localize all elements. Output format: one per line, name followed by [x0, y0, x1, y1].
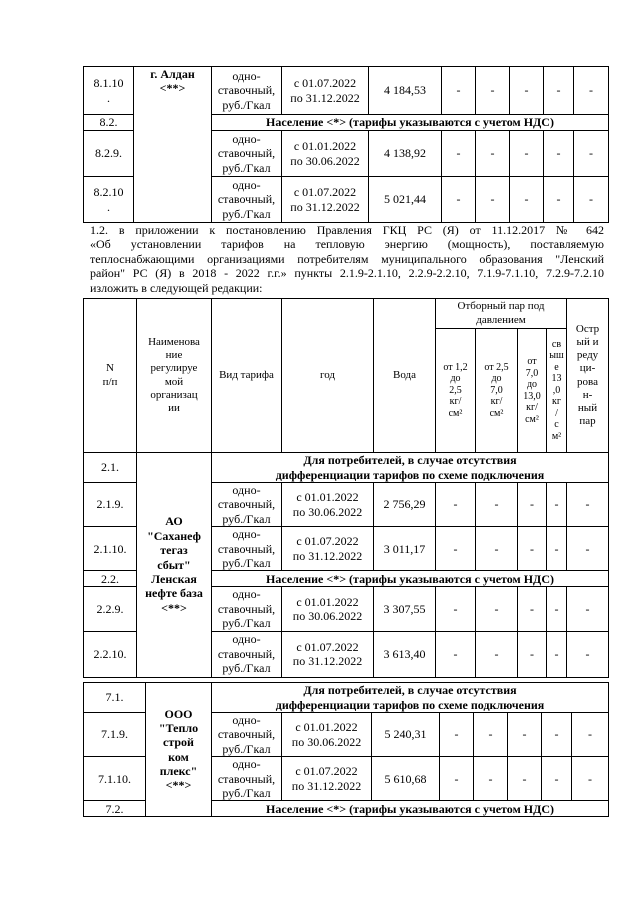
steam-value: -: [476, 631, 518, 677]
tariff-period: с 01.07.2022 по 31.12.2022: [282, 67, 369, 115]
row-code: 2.2.: [84, 571, 137, 587]
sharp-steam-value: -: [567, 587, 609, 631]
steam-value: -: [436, 587, 476, 631]
water-value: 5 021,44: [369, 177, 442, 223]
header-pressure-3: от 7,0 до 13,0 кг/ см²: [518, 329, 547, 453]
sharp-steam-value: -: [567, 483, 609, 527]
water-value: 5 240,31: [372, 713, 440, 757]
tariff-type: одно- ставочный, руб./Гкал: [212, 713, 282, 757]
tariff-type: одно- ставочный, руб./Гкал: [212, 631, 282, 677]
organization-name: АО "Саханеф тегаз сбыт" Ленская нефте база <**>: [137, 453, 212, 678]
steam-value: -: [474, 713, 508, 757]
tariff-table-aldan: [83, 66, 609, 223]
row-code: 7.2.: [84, 801, 146, 817]
header-pressure-4: св ыш е 13 ,0 кг / с м²: [547, 329, 567, 453]
paragraph-line: «Об установлении тарифов на тепловую энергию (мощность), поставляемую: [90, 237, 604, 252]
steam-value: -: [442, 131, 476, 177]
sharp-steam-value: -: [574, 67, 609, 115]
row-code: 2.1.9.: [84, 483, 137, 527]
tariff-type: одно- ставочный, руб./Гкал: [212, 587, 282, 631]
row-code: 8.2.10 .: [84, 177, 134, 223]
steam-value: -: [544, 131, 574, 177]
row-code: 8.2.9.: [84, 131, 134, 177]
sharp-steam-value: -: [567, 527, 609, 571]
tariff-type: одно- ставочный, руб./Гкал: [212, 177, 282, 223]
steam-value: -: [547, 527, 567, 571]
sharp-steam-value: -: [572, 713, 609, 757]
paragraph-line: изложить в следующей редакции:: [90, 280, 263, 295]
steam-value: -: [476, 483, 518, 527]
steam-value: -: [476, 587, 518, 631]
steam-value: -: [436, 483, 476, 527]
tariff-period: с 01.01.2022 по 30.06.2022: [282, 131, 369, 177]
steam-value: -: [436, 631, 476, 677]
tariff-table-sakhaneftegaz: [83, 298, 609, 678]
header-org: Наименова ние регулируе мой организац ии: [137, 299, 212, 453]
tariff-period: с 01.07.2022 по 31.12.2022: [282, 177, 369, 223]
section-row: [84, 453, 609, 483]
steam-value: -: [442, 177, 476, 223]
steam-value: -: [542, 757, 572, 801]
tariff-period: с 01.07.2022 по 31.12.2022: [282, 631, 374, 677]
tariff-period: с 01.01.2022 по 30.06.2022: [282, 587, 374, 631]
tariff-table-teplostroykompleks: [83, 682, 609, 817]
sharp-steam-value: -: [574, 177, 609, 223]
section-title: Для потребителей, в случае отсутствия дифференциации тарифов по схеме подключения: [212, 453, 609, 483]
tariff-type: одно- ставочный, руб./Гкал: [212, 483, 282, 527]
table-row: [84, 67, 609, 115]
steam-value: -: [510, 131, 544, 177]
steam-value: -: [440, 757, 474, 801]
row-code: 8.1.10 .: [84, 67, 134, 115]
water-value: 3 011,17: [374, 527, 436, 571]
steam-value: -: [474, 757, 508, 801]
row-code: 7.1.10.: [84, 757, 146, 801]
water-value: 2 756,29: [374, 483, 436, 527]
section-title: Население <*> (тарифы указываются с учетом НДС): [212, 571, 609, 587]
steam-value: -: [544, 177, 574, 223]
header-year: год: [282, 299, 374, 453]
row-code: 2.1.10.: [84, 527, 137, 571]
tariff-period: с 01.07.2022 по 31.12.2022: [282, 527, 374, 571]
steam-value: -: [508, 757, 542, 801]
row-code: 2.1.: [84, 453, 137, 483]
section-title: Население <*> (тарифы указываются с учетом НДС): [212, 801, 609, 817]
header-steam: Отборный пар под давлением: [436, 299, 567, 329]
steam-value: -: [476, 177, 510, 223]
paragraph-line: район" РС (Я) в 2018 - 2022 г.г.» пункты 2.1.9-2.1.10, 2.2.9-2.2.10, 7.1.9-7.1.10, 7.2.9-7.2.10: [90, 266, 604, 281]
tariff-period: с 01.07.2022 по 31.12.2022: [282, 757, 372, 801]
sharp-steam-value: -: [567, 631, 609, 677]
row-code: 7.1.: [84, 683, 146, 713]
steam-value: -: [518, 631, 547, 677]
steam-value: -: [544, 67, 574, 115]
water-value: 5 610,68: [372, 757, 440, 801]
section-row: [84, 683, 609, 713]
steam-value: -: [547, 587, 567, 631]
steam-value: -: [436, 527, 476, 571]
steam-value: -: [510, 67, 544, 115]
steam-value: -: [440, 713, 474, 757]
tariff-period: с 01.01.2022 по 30.06.2022: [282, 713, 372, 757]
tariff-type: одно- ставочный, руб./Гкал: [212, 757, 282, 801]
paragraph-line: 1.2. в приложении к постановлению Правления ГКЦ РС (Я) от 11.12.2017 № 642: [90, 223, 604, 237]
water-value: 3 307,55: [374, 587, 436, 631]
steam-value: -: [547, 483, 567, 527]
header-row: [84, 299, 609, 329]
steam-value: -: [510, 177, 544, 223]
header-pressure-1: от 1,2 до 2,5 кг/ см²: [436, 329, 476, 453]
header-type: Вид тарифа: [212, 299, 282, 453]
steam-value: -: [518, 483, 547, 527]
steam-value: -: [518, 527, 547, 571]
steam-value: -: [542, 713, 572, 757]
water-value: 4 184,53: [369, 67, 442, 115]
header-num: N п/п: [84, 299, 137, 453]
organization-name: г. Алдан <**>: [134, 67, 212, 223]
organization-name: ООО "Тепло строй ком плекс" <**>: [146, 683, 212, 817]
header-water: Вода: [374, 299, 436, 453]
steam-value: -: [476, 131, 510, 177]
tariff-type: одно- ставочный, руб./Гкал: [212, 527, 282, 571]
steam-value: -: [476, 67, 510, 115]
tariff-type: одно- ставочный, руб./Гкал: [212, 67, 282, 115]
row-code: 7.1.9.: [84, 713, 146, 757]
paragraph-line: теплоснабжающими организациями потребителям муниципального образования "Ленский: [90, 251, 604, 266]
sharp-steam-value: -: [572, 757, 609, 801]
tariff-period: с 01.01.2022 по 30.06.2022: [282, 483, 374, 527]
steam-value: -: [518, 587, 547, 631]
tariff-type: одно- ставочный, руб./Гкал: [212, 131, 282, 177]
row-code: 2.2.9.: [84, 587, 137, 631]
water-value: 4 138,92: [369, 131, 442, 177]
row-code: 8.2.: [84, 115, 134, 131]
water-value: 3 613,40: [374, 631, 436, 677]
sharp-steam-value: -: [574, 131, 609, 177]
section-title: Для потребителей, в случае отсутствия дифференциации тарифов по схеме подключения: [212, 683, 609, 713]
steam-value: -: [476, 527, 518, 571]
amendment-paragraph: [90, 223, 604, 295]
header-sharp-steam: Остр ый и реду ци- рова н- ный пар: [567, 299, 609, 453]
steam-value: -: [442, 67, 476, 115]
steam-value: -: [508, 713, 542, 757]
header-pressure-2: от 2,5 до 7,0 кг/ см²: [476, 329, 518, 453]
steam-value: -: [547, 631, 567, 677]
section-title: Население <*> (тарифы указываются с учетом НДС): [212, 115, 609, 131]
row-code: 2.2.10.: [84, 631, 137, 677]
